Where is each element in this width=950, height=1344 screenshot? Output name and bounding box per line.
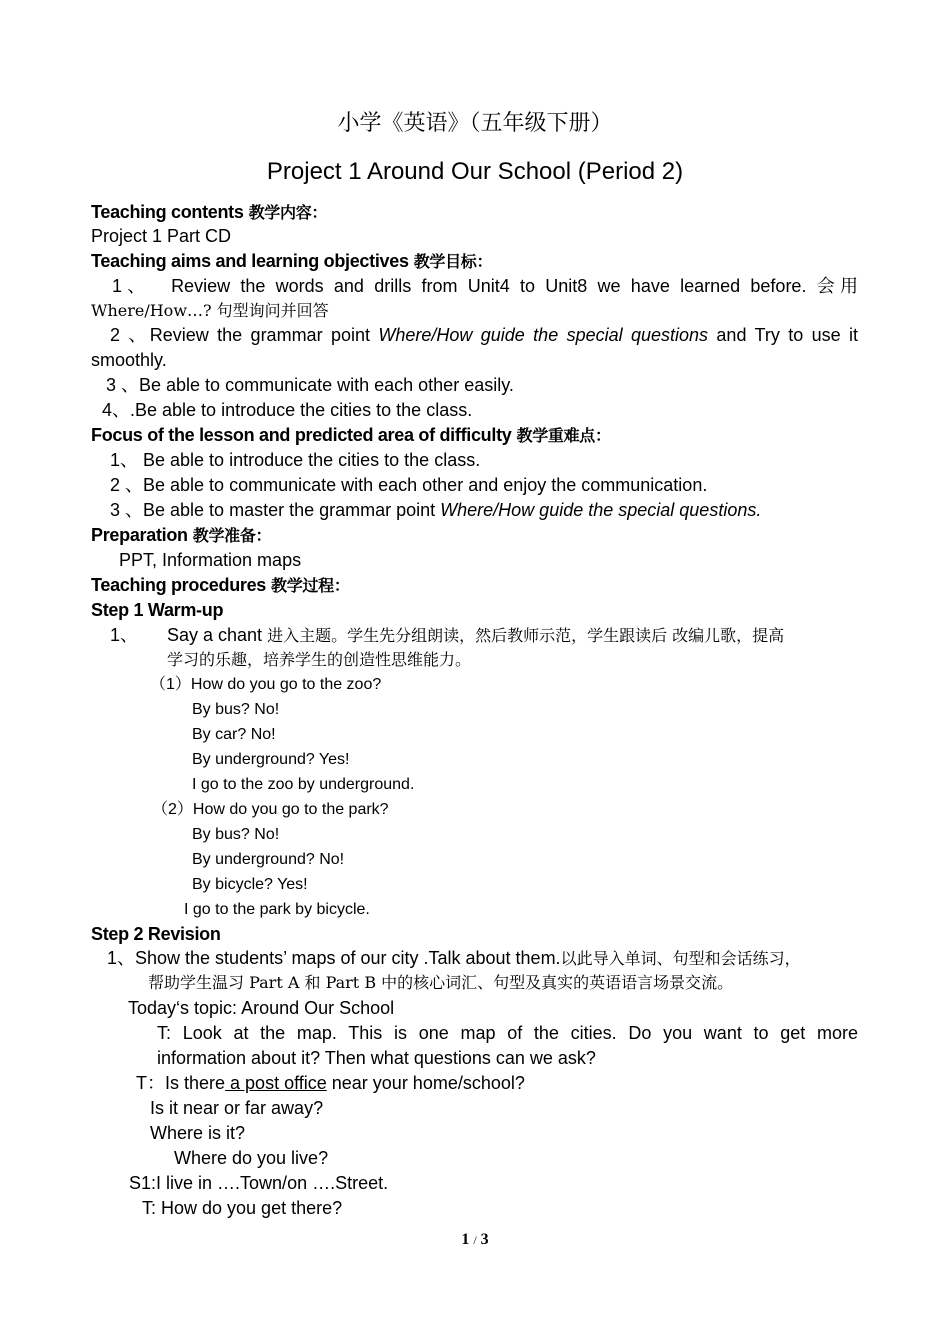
chant-2-heading: （2）How do you go to the park?: [152, 801, 389, 818]
page-number: 1 / 3: [461, 1231, 489, 1248]
doc-subtitle: Project 1 Around Our School (Period 2): [266, 158, 684, 185]
aim-1-line2: Where/How…? 句型询问并回答: [91, 301, 329, 320]
teaching-contents-body: Project 1 Part CD: [91, 226, 232, 246]
step-1-heading: Step 1 Warm-up: [91, 600, 224, 620]
focus-1: 1、 Be able to introduce the cities to the class.: [110, 450, 481, 470]
chant-2-line: I go to the park by bicycle.: [184, 901, 370, 918]
step-1-item: Say a chant 进入主题。学生先分组朗读，然后教师示范，学生跟读后 改编儿歌，提高: [167, 625, 785, 645]
heading-teaching-contents: Teaching contents 教学内容：: [91, 202, 328, 222]
step-1-item-line2: 学习的乐趣，培养学生的创造性思维能力。: [167, 650, 472, 669]
step-2-item: 1、Show the students’ maps of our city .Talk about them.以此导入单词、句型和会话练习，: [107, 948, 801, 968]
question-1: T：Is there a post office near your home/school?: [136, 1073, 525, 1093]
chant-2-line: By underground? No!: [192, 851, 345, 868]
step-2-item-line2: 帮助学生温习 Part A 和 Part B 中的核心词汇、句型及真实的英语语言场景交流。: [148, 973, 734, 992]
aim-2: 2 、Review the grammar point Where/How guide the special questions and Try to use it: [110, 325, 858, 345]
aim-1: 1、 Review the words and drills from Unit4 to Unit8 we have learned before. 会用: [112, 276, 858, 297]
chant-2-line: By bicycle? Yes!: [192, 876, 308, 893]
heading-focus: Focus of the lesson and predicted area of difficulty 教学重难点：: [91, 425, 611, 445]
teacher-line-1: T: Look at the map. This is one map of the cities. Do you want to get more: [157, 1023, 858, 1043]
preparation-body: PPT, Information maps: [119, 550, 302, 570]
chant-1-heading: （1）How do you go to the zoo?: [150, 676, 382, 693]
chant-2-line: By bus? No!: [192, 826, 280, 843]
chant-1-line: By underground? Yes!: [192, 751, 350, 768]
chant-1-line: By bus? No!: [192, 701, 280, 718]
step-1-item-number: 1、: [110, 625, 139, 645]
chant-1-line: I go to the zoo by underground.: [192, 776, 415, 793]
question-2: Is it near or far away?: [150, 1098, 324, 1118]
question-4: Where do you live?: [174, 1148, 329, 1168]
todays-topic: Today‘s topic: Around Our School: [128, 998, 395, 1018]
heading-teaching-aims: Teaching aims and learning objectives 教学目标：: [91, 251, 493, 271]
aim-3: 3 、Be able to communicate with each other easily.: [106, 375, 514, 395]
heading-procedures: Teaching procedures 教学过程：: [91, 575, 350, 595]
aim-4: 4、.Be able to introduce the cities to the class.: [102, 400, 473, 420]
teacher-line-2: information about it? Then what questions can we ask?: [157, 1048, 596, 1068]
focus-3: 3 、Be able to master the grammar point Where/How guide the special questions.: [110, 500, 762, 520]
chant-1-line: By car? No!: [192, 726, 276, 743]
step-2-heading: Step 2 Revision: [91, 924, 221, 944]
doc-title: 小学《英语》（五年级下册）: [337, 111, 613, 136]
focus-2: 2 、Be able to communicate with each other and enjoy the communication.: [110, 475, 708, 495]
question-3: Where is it?: [150, 1123, 246, 1143]
aim-2-line2: smoothly.: [91, 350, 167, 370]
student-answer: S1:I live in ….Town/on ….Street.: [129, 1173, 389, 1193]
teacher-question: T: How do you get there?: [142, 1198, 343, 1218]
heading-preparation: Preparation 教学准备：: [91, 525, 272, 545]
